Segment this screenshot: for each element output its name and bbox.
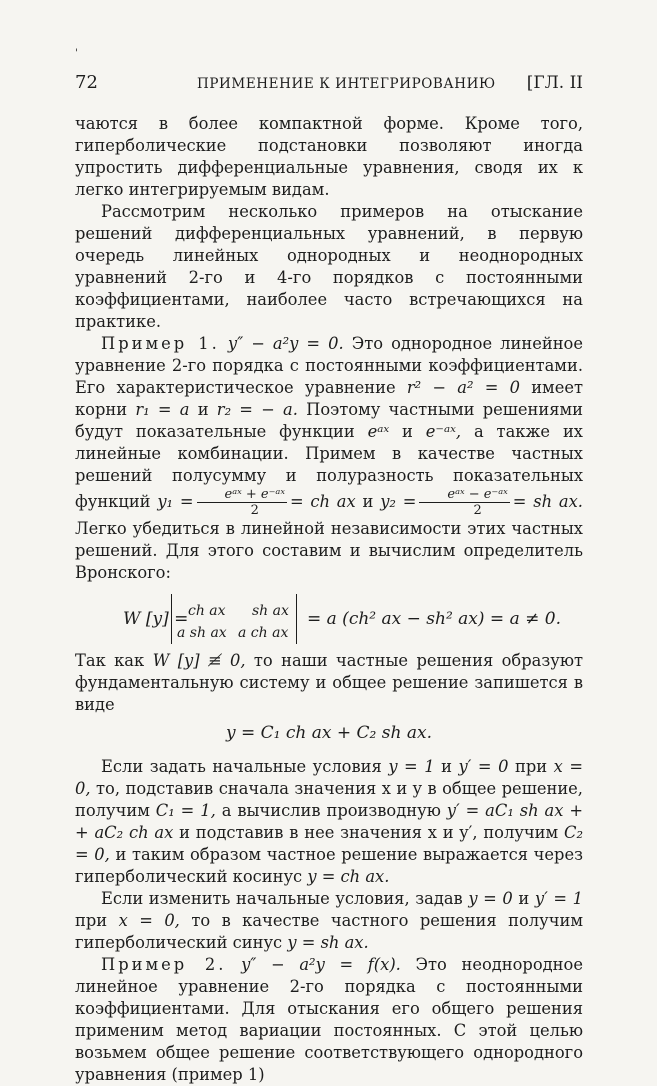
y1-lhs: y₁ = — [157, 492, 194, 511]
wronskian-rhs: = a (ch² ax − sh² ax) = a ≠ 0. — [307, 609, 561, 629]
preposition: при — [75, 911, 108, 930]
conjunction: и — [518, 889, 530, 908]
running-title: ПРИМЕНЕНИЕ К ИНТЕГРИРОВАНИЮ — [197, 76, 496, 92]
conjunction: и — [197, 400, 209, 419]
page-number: 72 — [75, 72, 98, 93]
paragraph-2: Рассмотрим несколько примеров на отыскание решений дифференциальных уравнений, в первую очередь линейных однородных и неоднородных уравнений 2-го и 4-го порядков с постоянными коэффициентами, наиболее часто встречающихся на практике. — [75, 202, 583, 331]
chapter-label: [ГЛ. II — [526, 73, 583, 93]
example-1-equation: y″ − a²y = 0. — [227, 334, 344, 353]
condition-x: x = 0, — [75, 757, 583, 798]
margin-mark: ' — [75, 48, 78, 59]
example-1-text-5: Легко убедиться в линейной независимости этих частных решений. Для этого составим и вычислим определитель Вронского: — [75, 519, 583, 582]
det-cell-11: ch ax — [188, 603, 226, 619]
condition-x: x = 0, — [118, 911, 180, 930]
example-1 — [75, 333, 583, 584]
particular-solution-sinh: y = sh ax. — [287, 933, 369, 952]
det-cell-22: a ch ax — [238, 625, 289, 641]
root-r1: r₁ = a — [135, 400, 190, 419]
example-1-text-1: Это однородное линейное уравнение 2-го порядка с постоянными коэффициентами. Его характеристическое уравнение — [75, 334, 583, 397]
paragraph-1: чаются в более компактной форме. Кроме того, гиперболические подстановки позволяют иногда упростить дифференциальные уравнения, сводя их к легко интегрируемым видам. — [75, 114, 583, 199]
conjunction: и — [441, 757, 452, 776]
paragraph-4-text-1: Если задать начальные условия — [101, 757, 382, 776]
wronskian-determinant — [171, 594, 297, 644]
particular-solution-cosh: y = ch ax. — [307, 867, 390, 886]
example-1-text-2: имеет корни — [75, 378, 583, 419]
condition-y: y = 1 — [388, 757, 435, 776]
fraction-y1-numerator: eᵃˣ + e⁻ᵃˣ — [197, 487, 287, 503]
paragraph-5-text-2: то в качестве частного решения получим гиперболический синус — [75, 911, 583, 952]
example-1-text-3: Поэтому частными решениями будут показательные функции — [75, 400, 584, 441]
wronskian-lhs: W [y] = — [123, 609, 189, 629]
constant-c2: C₂ = 0, — [75, 823, 583, 864]
det-cell-21: a sh ax — [177, 625, 227, 641]
paragraph-4-text-2: то, подставив сначала значения x и y в общее решение, получим — [75, 779, 583, 820]
wronskian-condition: W [y] ≢ 0, — [152, 651, 246, 670]
y2-lhs: y₂ = — [380, 492, 417, 511]
running-header — [75, 72, 583, 96]
fraction-y1 — [197, 487, 287, 518]
paragraph-4-text-3: а вычислив производную — [221, 801, 441, 820]
condition-y-prime: y′ = 1 — [534, 889, 583, 908]
paragraph-5-text-1: Если изменить начальные условия, задав — [101, 889, 463, 908]
fraction-y2-denominator: 2 — [473, 503, 482, 518]
wronskian-equation — [75, 594, 583, 644]
paragraph-3-text-2: то наши частные решения образуют фундаментальную систему и общее решение запишется в виде — [75, 651, 584, 714]
y2-rhs: = sh ax. — [512, 492, 583, 511]
paragraph-4-text-5: и таким образом частное решение выражается через гиперболический косинус — [75, 845, 583, 886]
general-solution-formula: y = C₁ ch ax + C₂ sh ax. — [226, 723, 432, 743]
condition-y: y = 0 — [468, 889, 513, 908]
example-2-equation: y″ − a²y = f(x). — [241, 955, 401, 974]
paragraph-4 — [75, 756, 583, 888]
characteristic-equation: r² − a² = 0 — [406, 378, 520, 397]
paragraph-3 — [75, 650, 583, 716]
y1-rhs: = ch ax — [289, 492, 356, 511]
body-text — [75, 113, 583, 1086]
condition-y-prime: y′ = 0 — [458, 757, 509, 776]
example-1-label: Пример 1. — [101, 334, 220, 353]
exp-function-2: e⁻ᵃˣ, — [425, 422, 462, 441]
derivative-formula: y′ = aC₁ sh ax + + aC₂ ch ax — [75, 801, 583, 842]
preposition: при — [514, 757, 548, 776]
root-r2: r₂ = − a. — [216, 400, 298, 419]
example-1-text-4: а также их линейные комбинации. Примем в качестве частных решений полусумму и полуразность показательных функций — [75, 422, 583, 511]
paragraph-5 — [75, 888, 583, 954]
fraction-y1-denominator: 2 — [250, 503, 259, 518]
general-solution — [75, 722, 583, 744]
exp-function-1: eᵃˣ — [367, 422, 390, 441]
constant-c1: C₁ = 1, — [155, 801, 216, 820]
conjunction: и — [362, 492, 374, 511]
det-cell-12: sh ax — [252, 603, 289, 619]
example-2 — [75, 954, 583, 1086]
fraction-y2 — [419, 487, 509, 518]
paragraph-3-text-1: Так как — [75, 651, 145, 670]
example-2-label: Пример 2. — [101, 955, 227, 974]
paragraph-4-text-4: и подставив в нее значения x и y′, получим — [179, 823, 559, 842]
conjunction: и — [402, 422, 413, 441]
example-2-text: Это неоднородное линейное уравнение 2-го порядка с постоянными коэффициентами. Для отыскания его общего решения применим метод вариации постоянных. С этой целью возьмем общее решение соответствующего однородного уравнения (пример 1) — [75, 955, 583, 1084]
fraction-y2-numerator: eᵃˣ − e⁻ᵃˣ — [419, 487, 509, 503]
